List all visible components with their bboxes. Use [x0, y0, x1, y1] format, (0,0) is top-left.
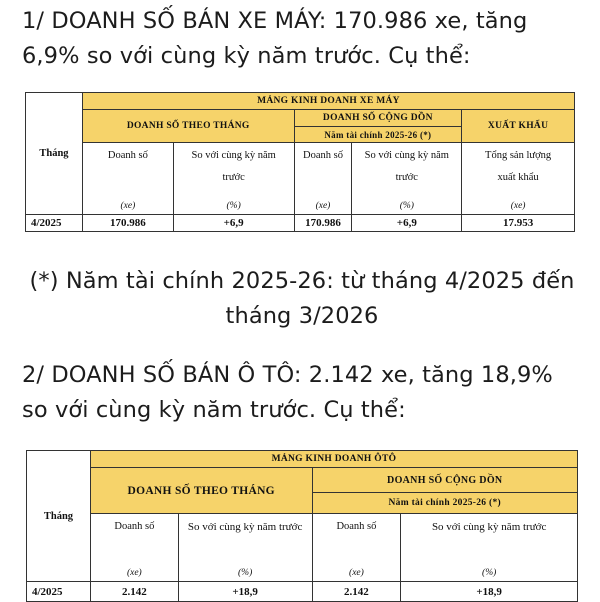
col-export-total: Tổng sản lượng xuất khẩu (xe): [462, 143, 575, 215]
cumulative-sales-header: DOANH SỐ CỘNG DỒN: [312, 468, 578, 493]
export-header: XUẤT KHẨU: [462, 110, 575, 143]
col-cumulative-sales: Doanh số (xe): [312, 514, 401, 582]
row-export-total: 17.953: [462, 215, 575, 232]
car-sales-table: [26, 450, 578, 602]
row-month: 4/2025: [27, 582, 91, 602]
table-row: [27, 582, 578, 602]
fiscal-year-footnote: (*) Năm tài chính 2025-26: từ tháng 4/2025 đến tháng 3/2026: [29, 268, 575, 329]
fiscal-year-header: Năm tài chính 2025-26 (*): [294, 127, 462, 143]
month-column-header: Tháng: [26, 93, 83, 215]
col-monthly-change: So với cùng kỳ năm trước (%): [173, 143, 294, 215]
monthly-sales-header: DOANH SỐ THEO THÁNG: [82, 110, 294, 143]
row-monthly-change: +6,9: [173, 215, 294, 232]
row-cumulative-change: +18,9: [401, 582, 578, 602]
col-monthly-sales: Doanh số (xe): [90, 514, 178, 582]
month-column-header: Tháng: [27, 451, 91, 582]
monthly-sales-header: DOANH SỐ THEO THÁNG: [90, 468, 312, 514]
row-cumulative-sales: 170.986: [294, 215, 352, 232]
col-cumulative-change: So với cùng kỳ năm trước (%): [401, 514, 578, 582]
table-group-title: MẢNG KINH DOANH ÔTÔ: [90, 451, 577, 468]
row-cumulative-sales: 2.142: [312, 582, 401, 602]
motorbike-sales-table: [25, 92, 575, 232]
table-group-title: MẢNG KINH DOANH XE MÁY: [82, 93, 574, 110]
row-monthly-sales: 170.986: [82, 215, 173, 232]
col-monthly-change: So với cùng kỳ năm trước (%): [178, 514, 312, 582]
table-row: [26, 215, 575, 232]
col-monthly-sales: Doanh số (xe): [82, 143, 173, 215]
section-1-heading: 1/ DOANH SỐ BÁN XE MÁY: 170.986 xe, tăng 6,9% so với cùng kỳ năm trước. Cụ thể:: [22, 8, 528, 69]
col-cumulative-sales: Doanh số (xe): [294, 143, 352, 215]
row-cumulative-change: +6,9: [352, 215, 462, 232]
row-month: 4/2025: [26, 215, 83, 232]
col-cumulative-change: So với cùng kỳ năm trước (%): [352, 143, 462, 215]
fiscal-year-header: Năm tài chính 2025-26 (*): [312, 493, 578, 514]
section-2-heading: 2/ DOANH SỐ BÁN Ô TÔ: 2.142 xe, tăng 18,9% so với cùng kỳ năm trước. Cụ thể:: [22, 362, 553, 423]
row-monthly-change: +18,9: [178, 582, 312, 602]
cumulative-sales-header: DOANH SỐ CỘNG DỒN: [294, 110, 462, 127]
row-monthly-sales: 2.142: [90, 582, 178, 602]
